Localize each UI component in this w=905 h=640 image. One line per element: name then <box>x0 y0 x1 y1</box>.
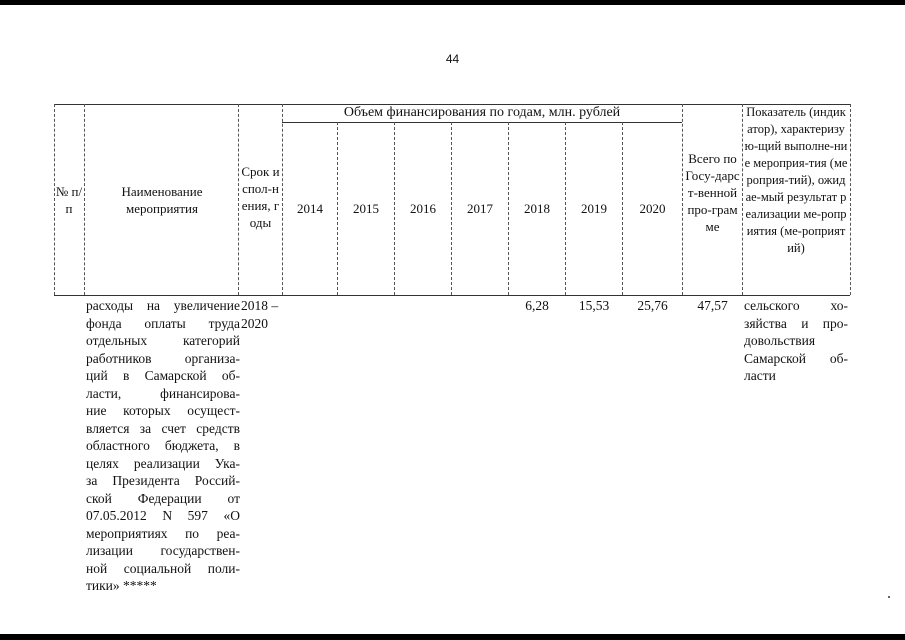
row-total: 47,57 <box>697 298 728 313</box>
row-term-line: 2018 – <box>241 298 279 313</box>
row-responsible-line: сельского хо- <box>744 298 848 313</box>
row-term-line: 2020 <box>241 315 268 331</box>
grid-vline <box>84 104 85 295</box>
header-funding-group: Объем финансирования по годам, млн. рублей <box>343 105 621 120</box>
header-num: № п/п <box>55 184 83 216</box>
row-name-line: фонда оплаты труда <box>86 315 240 331</box>
header-year-2015: 2015 <box>353 201 379 216</box>
row-name-line: ций в Самарской об- <box>86 368 240 383</box>
top-border <box>0 0 905 5</box>
row-name-line: тики» ***** <box>86 578 157 593</box>
row-name-line: отдельных категорий <box>86 333 240 348</box>
row-name-line: целях реализации Ука- <box>86 455 240 471</box>
header-name: Наименование мероприятия <box>121 184 203 216</box>
row-name-line: ласти, финансирова- <box>86 385 240 401</box>
header-year-2019: 2019 <box>581 201 607 216</box>
header-year-2014: 2014 <box>297 201 323 216</box>
scan-speck <box>888 596 890 598</box>
row-name-cell <box>86 297 240 595</box>
row-responsible-line: Самарской об- <box>744 350 848 366</box>
grid-vline <box>238 104 239 295</box>
header-total: Всего по Госу-дарст-венной про-грамме <box>685 151 740 234</box>
row-responsible-line: зяйства и про- <box>744 315 848 331</box>
page-number: 44 <box>445 52 460 66</box>
grid-vline <box>742 104 743 295</box>
row-name-line: мероприятиях по реа- <box>86 525 240 541</box>
row-name-line: вляется за счет средств <box>86 420 240 436</box>
row-value-2020: 25,76 <box>637 298 668 313</box>
row-responsible-line: ласти <box>744 368 776 383</box>
row-name-line: лизации государствен- <box>86 543 240 558</box>
row-responsible-line: довольствия <box>744 333 816 348</box>
header-year-2016: 2016 <box>410 201 436 216</box>
header-year-2018: 2018 <box>524 201 550 216</box>
row-term-cell <box>241 297 281 332</box>
row-value-2019: 15,53 <box>578 298 610 313</box>
row-value-2018: 6,28 <box>525 298 549 313</box>
header-term: Срок испол-нения, годы <box>241 164 280 230</box>
header-bottom-line <box>54 295 850 296</box>
grid-vline <box>850 104 851 295</box>
bottom-border <box>0 634 905 640</box>
row-name-line: ской Федерации от <box>86 490 240 506</box>
row-name-line: работников организа- <box>86 350 240 366</box>
row-name-line: 07.05.2012 N 597 «О <box>86 508 240 523</box>
header-indicator: Показатель (индикатор), характеризую-щий выполне-ние мероприя-тия (мероприя-тий), ожидае-мый результат реализации ме-роприятия (ме-роприятий) <box>744 105 848 255</box>
grid-vline <box>682 104 683 295</box>
row-name-line: ние которых осущест- <box>86 403 240 418</box>
header-year-2020: 2020 <box>639 201 666 216</box>
row-name-line: расходы на увеличение <box>86 298 240 313</box>
row-name-line: ной социальной поли- <box>86 560 240 576</box>
row-name-line: за Президента Россий- <box>86 473 240 488</box>
header-year-2017: 2017 <box>467 201 493 216</box>
row-name-line: областного бюджета, в <box>86 438 240 453</box>
row-responsible-cell <box>744 297 848 385</box>
